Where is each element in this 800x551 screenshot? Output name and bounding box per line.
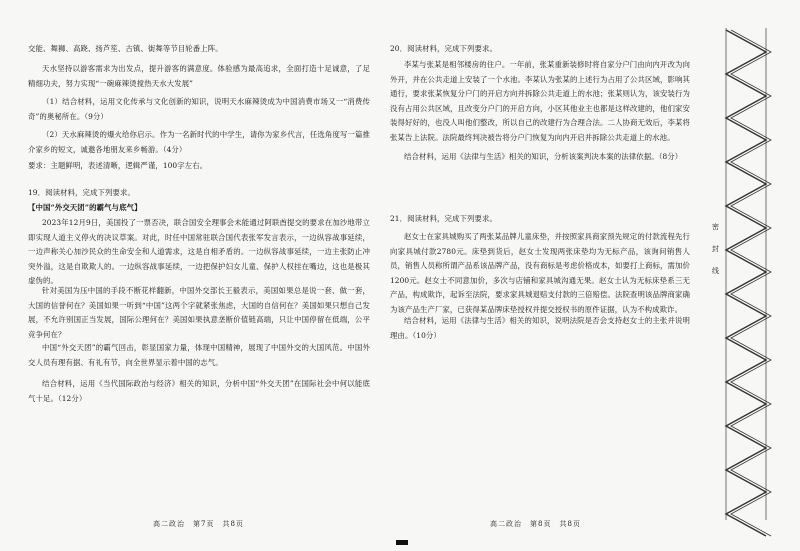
paragraph: 交能、舞狮、高跷、扬芦笙、古镇、街舞等节目轮番上阵。 [28, 44, 223, 53]
right-page [390, 0, 690, 547]
paragraph: 李某与张某是相邻楼房的住户。一年前，张某重新装修时将自家分户门由向内开改为向外开，并在公共走道上安装了一个水池。李某认为张某的上述行为占用了公共区域，影响其通行，要求张某恢复分户门的开启方向并拆除公共走道上的水池；张某则认为，该安装行为没有占用公共区域，且改变分户门的开启方向，小区其他业主也都是这样改建的，他们家安装得好好的，也没人叫他们整改，所以自己的改建行为合理合法。二人协商无效后，李某将张某告上法院。法院最终判决被告将分户门恢复为向内开启并拆除公共走道上的水池。 [390, 60, 690, 142]
left-page [28, 0, 370, 547]
question-19-task: 结合材料，运用《当代国际政治与经济》相关的知识，分析中国“外交天团”在国际社会中何以能底气十足。（12分） [28, 379, 370, 403]
question-20-heading: 20．阅读材料，完成下列要求。 [390, 44, 497, 53]
paragraph: 赵女士在家具城购买了两张某品牌儿童床垫，并按照家具商家预先规定的付款流程先行向家具城付款2780元。床垫到货后，赵女士发现两张床垫均为无标产品，该询问销售人员，销售人员称所谓产品系该品牌产品，没有商标是考虑价格成本，如要打上商标，需加价1200元。赵女士不同意加价，多次与店铺和家具城沟通无果。赵女士认为无标床垫系三无产品，构成欺诈，起诉至法院，要求家具城退赔支付款的三倍赔偿。法院查明该品牌商家确为该产品生产厂家，已获得某品牌床垫授权并提交授权书的原件证据，认为不构成欺诈。 [390, 232, 690, 314]
paragraph: 针对美国为压中国的手段不断花样翻新，中国外交部长王毅表示，美国如果总是说一套、做一套，大国的信誉何在？美国如果一听到“中国”这两个字就紧张焦虑，大国的自信何在？美国如果只想自己发展，不允许别国正当发展，国际公理何在？美国如果执意垄断价值链高端，只让中国停留在低端，公平竞争何在？ [28, 286, 370, 339]
question-20-task: 结合材料，运用《法律与生活》相关的知识，分析该案判决本案的法律依据。（8分） [404, 152, 683, 161]
paragraph: 天水坚持以游客需求为出发点，提升游客的满意度。体验感为最高追求，全面打造十足诚意，了足精细功夫，努力实现“一碗麻辣烫搅热天水大发展” [28, 64, 370, 88]
question-part-2: （2）天水麻辣烫的爆火给你启示。作为一名新时代的中学生，请你为家乡代言，任选角度写一篇推介家乡的短文，诚邀各地朋友来乡畅游。（4分） [28, 130, 370, 154]
page-footer: 高二政治 第8页 共8页 [490, 520, 581, 528]
paragraph: 中国“外交天团”的霸气回击，彰显国家力量，体现中国精神，展现了中国外交的大国风范。中国外交人员有理有据、有礼有节，向全世界显示着中国的志气。 [28, 343, 370, 367]
requirement: 要求：主题鲜明，表述清晰，逻辑严谨，100字左右。 [28, 161, 208, 170]
zigzag-path [726, 30, 766, 536]
paragraph: 2023年12月9日，美国投了一票否决，联合国安全理事会未能通过阿联酋提交的要求在加沙地带立即实现人道主义停火的决议草案。对此，时任中国常驻联合国代表张军发言表示，一边纵容战事延续，一边声称关心加沙民众的生命安全和人道需求，这是自相矛盾的。一边纵容战事延续，一边主张防止冲突外溢，这是自欺欺人的。一边纵容战事延续，一边把保护妇女儿童、保护人权挂在嘴边，这也是极其虚伪的。 [28, 218, 370, 285]
binding-margin [704, 0, 800, 547]
seal-char: 封 [712, 245, 719, 253]
bottom-mark [396, 540, 408, 545]
seal-char: 密 [712, 223, 719, 231]
zigzag-path-inner [731, 30, 771, 536]
question-19-title: 【中国“外交天团”的霸气与底气】 [28, 203, 142, 212]
question-19-heading: 19．阅读材料，完成下列要求。 [28, 188, 135, 197]
question-part-1: （1）结合材料，运用文化传承与文化创新的知识，说明天水麻辣烫成为中国消费市场又一“消费传奇”的奥秘所在。（9分） [28, 97, 370, 121]
question-21-task: 结合材料，运用《法律与生活》相关的知识，说明法院是否会支持赵女士的主张并说明理由。（10分） [390, 316, 690, 340]
seal-char: 线 [712, 267, 719, 275]
question-21-heading: 21．阅读材料，完成下列要求。 [390, 214, 497, 223]
page-footer: 高二政治 第7页 共8页 [153, 520, 244, 528]
